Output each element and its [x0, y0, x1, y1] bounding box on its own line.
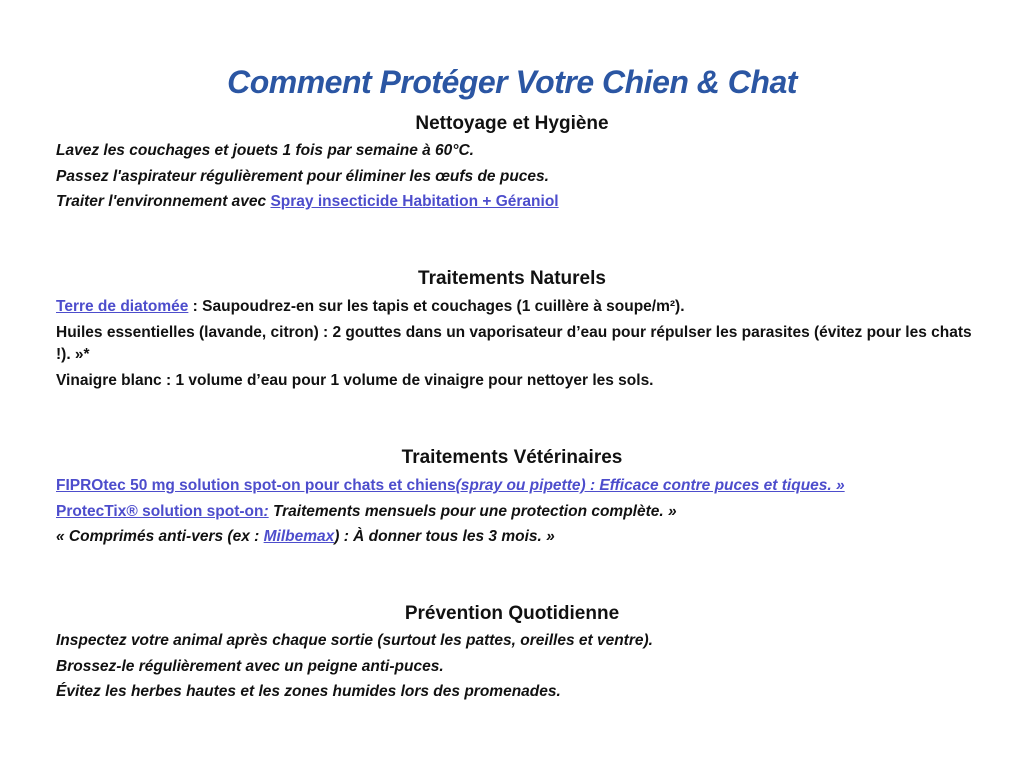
prevention-line-2: Brossez-le régulièrement avec un peigne anti-puces.: [56, 658, 444, 675]
page-title: Comment Protéger Votre Chien & Chat: [227, 64, 797, 100]
hygiene-line-2: Passez l'aspirateur régulièrement pour éliminer les œufs de puces.: [56, 168, 549, 185]
protectix-link-colon: :: [263, 503, 269, 520]
fiprotec-link-label: FIPROtec 50 mg solution spot-on pour chats et chiens: [56, 477, 456, 494]
protectix-link[interactable]: [56, 503, 269, 520]
section-heading-veterinaires: Traitements Vétérinaires: [401, 447, 623, 468]
veterinaires-line-1: [56, 475, 976, 497]
spray-habitation-link[interactable]: Spray insecticide Habitation + Géraniol: [270, 193, 559, 210]
naturels-line-1-text: : Saupoudrez-en sur les tapis et couchages (1 cuillère à soupe/m²).: [188, 298, 685, 315]
hygiene-line-3: [56, 191, 976, 213]
naturels-line-3: Vinaigre blanc : 1 volume d’eau pour 1 volume de vinaigre pour nettoyer les sols.: [56, 372, 654, 389]
section-heading-naturels: Traitements Naturels: [418, 268, 606, 289]
veterinaires-line-3-before: « Comprimés anti-vers (ex :: [56, 528, 264, 545]
section-heading-hygiene: Nettoyage et Hygiène: [415, 113, 609, 134]
fiprotec-link-italic: (spray ou pipette) : Efficace contre puces et tiques. »: [455, 477, 845, 494]
prevention-line-3: Évitez les herbes hautes et les zones humides lors des promenades.: [56, 683, 561, 700]
terre-de-diatomee-link[interactable]: Terre de diatomée: [56, 298, 189, 315]
hygiene-line-1: Lavez les couchages et jouets 1 fois par semaine à 60°C.: [56, 142, 474, 159]
prevention-line-1: Inspectez votre animal après chaque sortie (surtout les pattes, oreilles et ventre).: [56, 632, 653, 649]
hygiene-line-3-text: Traiter l'environnement avec: [56, 193, 271, 210]
milbemax-link[interactable]: Milbemax: [263, 528, 335, 545]
veterinaires-line-3-after: ) : À donner tous les 3 mois. »: [334, 528, 555, 545]
naturels-line-1: [56, 296, 976, 318]
veterinaires-line-2: [56, 501, 976, 523]
naturels-line-2: Huiles essentielles (lavande, citron) : 2 gouttes dans un vaporisateur d’eau pour répulser les parasites (évitez pour les chats !). »*: [56, 324, 972, 363]
fiprotec-link[interactable]: [56, 477, 845, 494]
veterinaires-line-2-text: Traitements mensuels pour une protection complète. »: [268, 503, 677, 520]
veterinaires-line-3: [56, 526, 976, 548]
protectix-link-label: ProtecTix® solution spot-on: [56, 503, 264, 520]
section-heading-prevention: Prévention Quotidienne: [404, 603, 620, 624]
